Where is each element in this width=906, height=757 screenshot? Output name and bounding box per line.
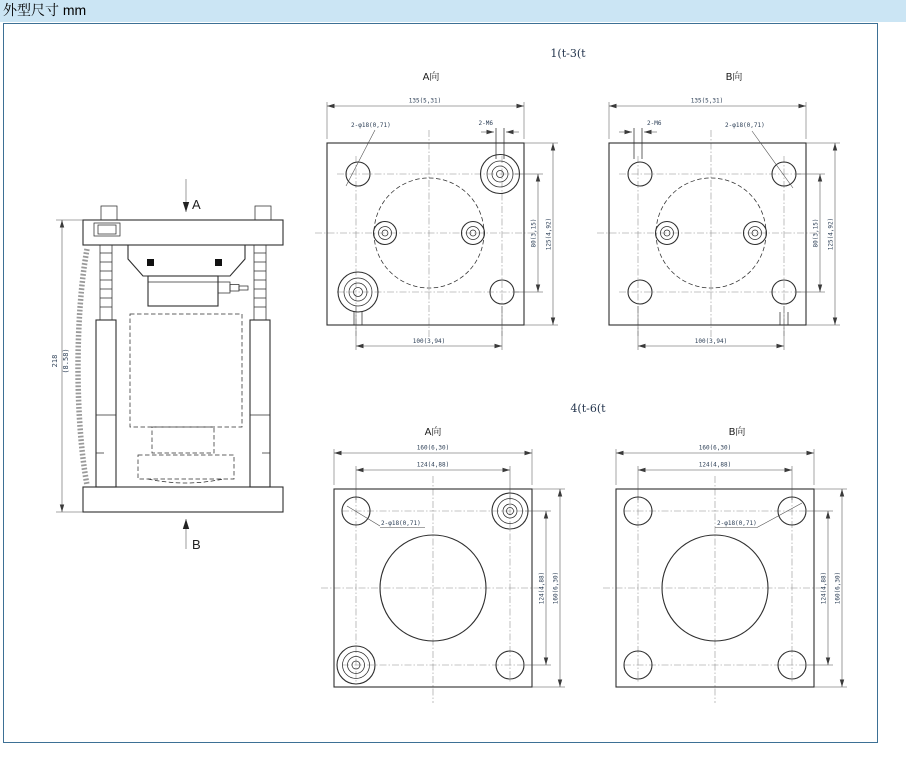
centerlines [603, 476, 827, 703]
row1-view-a-label: A向 [422, 72, 440, 83]
cable-gland [218, 282, 248, 293]
dim-width: 160(6,30) [698, 444, 732, 452]
hole-callout [725, 122, 793, 188]
thread-callout-text: 2-M6 [647, 120, 662, 127]
right-dimensions [515, 143, 558, 325]
row2-view-b-label: B向 [728, 427, 746, 438]
dim-bolt-x: 100(3,94) [694, 338, 728, 345]
hole-callout-text: 2-φ18(0,71) [725, 122, 765, 129]
grounding-chain [78, 249, 87, 485]
width-dimension [609, 98, 806, 140]
dim-width: 135(5,31) [690, 97, 724, 105]
hole-callout [715, 503, 802, 528]
hole-callout [346, 122, 391, 186]
dim-width: 135(5,31) [408, 97, 442, 105]
row2-plate-view-a [315, 420, 585, 720]
section-label-a: A [192, 197, 201, 212]
row2-view-a-label: A向 [424, 427, 442, 438]
row2-plate-view-b [597, 420, 867, 720]
hole-callout-text: 2-φ18(0,71) [351, 122, 391, 129]
dim-bolt-x: 100(3,94) [412, 338, 446, 345]
right-dimensions [797, 143, 840, 325]
row1-plate-view-a [315, 86, 585, 378]
right-column [250, 245, 270, 487]
width-dimension [327, 98, 524, 140]
dim-height: 125(4,92) [545, 217, 553, 251]
hole-callout-text: 2-φ18(0,71) [717, 520, 757, 527]
dim-height: 125(4,92) [827, 217, 835, 251]
center-bore-circle [662, 535, 768, 641]
dim-height-in: (8.58) [62, 348, 70, 374]
thread-callout-text: 2-M6 [478, 120, 493, 127]
height-dimension [51, 220, 83, 512]
row1-plate-view-b [597, 86, 867, 378]
dim-bolt-y: 80(3,15) [812, 218, 820, 248]
dim-bolt-y: 124(4,88) [538, 571, 546, 605]
dim-bolt-y: 80(3,15) [530, 218, 538, 248]
centerlines [315, 130, 540, 338]
dim-height-mm: 218 [51, 354, 59, 368]
dim-height: 160(6,30) [552, 571, 560, 605]
thread-callout [479, 120, 519, 159]
section-arrow-a [186, 179, 201, 212]
bottom-plate [83, 487, 283, 512]
dim-bolt-y: 124(4,88) [820, 571, 828, 605]
dim-bolt-x: 124(4,88) [698, 461, 732, 469]
page-title: 外型尺寸 mm [0, 0, 906, 22]
plate-outline [609, 143, 806, 325]
center-bore-circle [380, 535, 486, 641]
corner-holes [628, 162, 796, 325]
hole-callout-text: 2-φ18(0,71) [381, 520, 421, 527]
centerlines [597, 130, 822, 338]
section-arrow-b [186, 519, 201, 552]
plate-outline [327, 143, 524, 325]
row2-title: 4(t-6(t [570, 402, 606, 415]
side-view-drawing [30, 165, 310, 565]
dim-bolt-x: 124(4,88) [416, 461, 450, 469]
dim-width: 160(6,30) [416, 444, 450, 452]
corner-holes [337, 493, 528, 684]
left-column [96, 245, 116, 487]
top-plate [83, 206, 283, 245]
dim-height: 160(6,30) [834, 571, 842, 605]
section-label-b: B [192, 537, 201, 552]
load-cell [128, 245, 248, 483]
row1-title: 1(t-3(t [550, 47, 586, 60]
thread-callout [619, 120, 662, 159]
row1-view-b-label: B向 [725, 72, 743, 83]
